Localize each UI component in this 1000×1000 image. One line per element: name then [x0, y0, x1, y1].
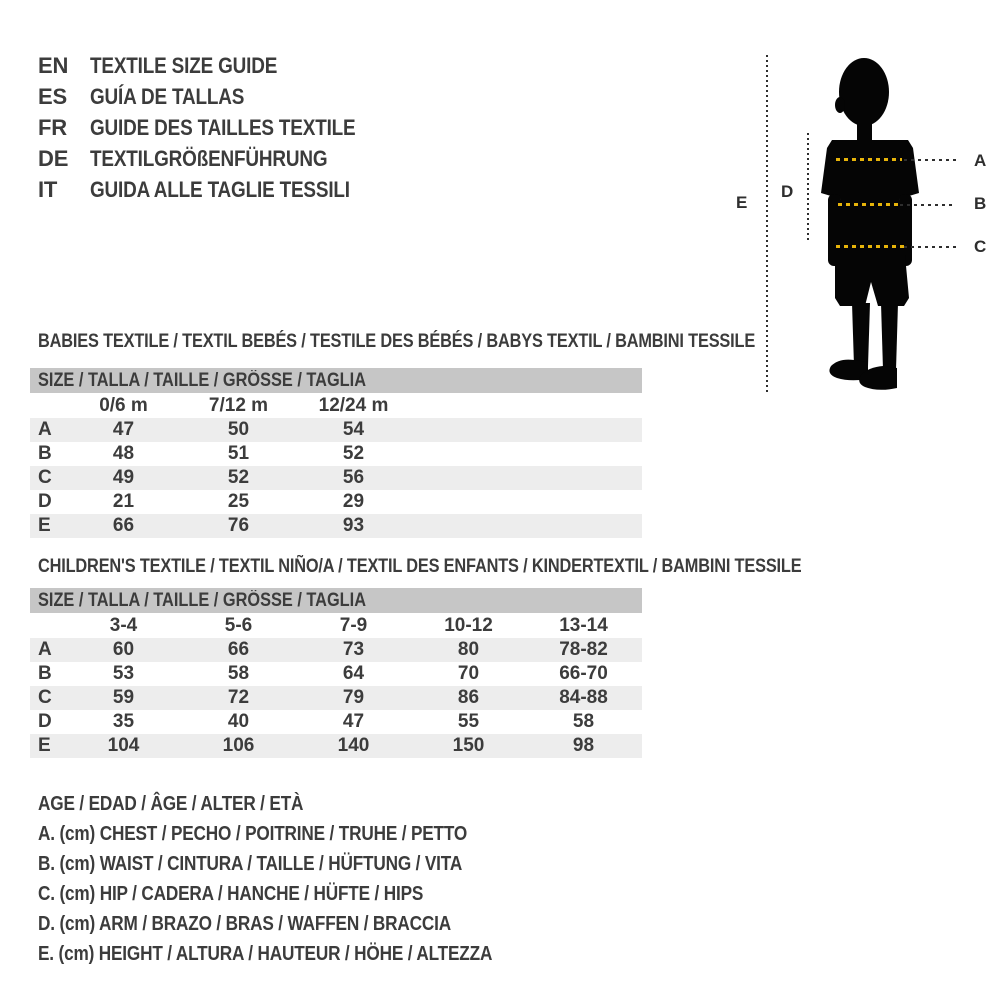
cell-value: 25 [227, 491, 250, 512]
babies-section-title: BABIES TEXTILE / TEXTIL BEBÉS / TESTILE DES BÉBÉS / BABYS TEXTIL / BAMBINI TESSILE [38, 331, 756, 352]
row-label: D [38, 711, 52, 732]
cell-value: 58 [572, 711, 595, 732]
babies-size-table [30, 368, 642, 538]
legend-height: E. (cm) HEIGHT / ALTURA / HAUTEUR / HÖHE / ALTEZZA [38, 942, 493, 965]
cell-value: 150 [452, 735, 485, 756]
cell-value: 86 [457, 687, 480, 708]
column-header: 7/12 m [208, 394, 269, 416]
cell-value: 80 [457, 639, 480, 660]
language-code: DE [38, 145, 69, 171]
cell-value: 79 [342, 687, 365, 708]
chest-measure-line [836, 158, 902, 161]
table-row-c [30, 686, 642, 710]
cell-value: 52 [342, 443, 365, 464]
cell-value: 66-70 [559, 663, 608, 684]
cell-value: 98 [572, 735, 595, 756]
row-label: B [38, 663, 52, 684]
cell-value: 70 [457, 663, 480, 684]
language-code: IT [38, 176, 58, 202]
cell-value: 66 [112, 515, 135, 536]
measure-label-waist: B [974, 194, 987, 213]
cell-value: 60 [112, 639, 135, 660]
language-title: TEXTILGRÖßENFÜHRUNG [90, 145, 328, 171]
cell-value: 50 [227, 419, 250, 440]
language-row-es [38, 81, 399, 112]
legend-arm: D. (cm) ARM / BRAZO / BRAS / WAFFEN / BRACCIA [38, 912, 452, 935]
cell-value: 54 [342, 419, 365, 440]
cell-value: 35 [112, 711, 135, 732]
column-header: 10-12 [444, 614, 493, 636]
cell-value: 58 [227, 663, 250, 684]
cell-value: 140 [337, 735, 370, 756]
language-row-de [38, 143, 399, 174]
measure-label-arm: D [781, 182, 794, 201]
language-title: GUÍA DE TALLAS [90, 83, 245, 109]
language-code: ES [38, 83, 67, 109]
cell-value: 48 [112, 443, 135, 464]
cell-value: 56 [342, 467, 365, 488]
cell-value: 29 [342, 491, 365, 512]
column-header: 0/6 m [99, 394, 148, 416]
table-row-a [30, 638, 642, 662]
table-row-d [30, 490, 642, 514]
cell-value: 93 [342, 515, 365, 536]
row-label: A [38, 639, 52, 660]
measurement-legend [38, 789, 566, 969]
language-row-it [38, 174, 399, 205]
table-row-a [30, 418, 642, 442]
babies-column-header-row [30, 393, 642, 418]
language-row-fr [38, 112, 399, 143]
cell-value: 40 [227, 711, 250, 732]
hip-measure-line [836, 245, 904, 248]
cell-value: 21 [112, 491, 135, 512]
cell-value: 78-82 [559, 639, 608, 660]
row-label: E [38, 735, 51, 756]
row-label: D [38, 491, 52, 512]
cell-value: 47 [112, 419, 135, 440]
measure-label-chest: A [974, 151, 987, 170]
cell-value: 59 [112, 687, 135, 708]
children-column-header-row [30, 613, 642, 638]
language-title: GUIDA ALLE TAGLIE TESSILI [90, 176, 350, 202]
cell-value: 49 [112, 467, 135, 488]
cell-value: 73 [342, 639, 365, 660]
cell-value: 84-88 [559, 687, 608, 708]
table-row-d [30, 710, 642, 734]
cell-value: 76 [227, 515, 250, 536]
cell-value: 51 [227, 443, 250, 464]
waist-extension-line [900, 204, 954, 206]
language-row-en [38, 50, 399, 81]
size-header-bar: SIZE / TALLA / TAILLE / GRÖSSE / TAGLIA [30, 368, 642, 393]
cell-value: 47 [342, 711, 365, 732]
language-code: EN [38, 52, 69, 78]
column-header: 3-4 [109, 614, 138, 636]
cell-value: 64 [342, 663, 365, 684]
table-row-e [30, 734, 642, 758]
table-row-e [30, 514, 642, 538]
measure-label-height: E [736, 193, 748, 212]
row-label: B [38, 443, 52, 464]
size-guide-titles [38, 50, 399, 205]
row-label: A [38, 419, 52, 440]
language-code: FR [38, 114, 67, 140]
cell-value: 53 [112, 663, 135, 684]
legend-age: AGE / EDAD / ÂGE / ALTER / ETÀ [38, 792, 304, 815]
legend-waist: B. (cm) WAIST / CINTURA / TAILLE / HÜFTUNG / VITA [38, 852, 463, 875]
cell-value: 55 [457, 711, 480, 732]
language-title: TEXTILE SIZE GUIDE [90, 52, 278, 78]
children-size-table [30, 588, 642, 758]
column-header: 5-6 [224, 614, 253, 636]
arm-measure-line [807, 133, 809, 243]
chest-extension-line [904, 159, 958, 161]
cell-value: 52 [227, 467, 250, 488]
table-row-b [30, 662, 642, 686]
language-title: GUIDE DES TAILLES TEXTILE [90, 114, 356, 140]
table-row-c [30, 466, 642, 490]
size-header-bar: SIZE / TALLA / TAILLE / GRÖSSE / TAGLIA [30, 588, 642, 613]
cell-value: 106 [222, 735, 255, 756]
row-label: C [38, 687, 52, 708]
table-row-b [30, 442, 642, 466]
children-section-title: CHILDREN'S TEXTILE / TEXTIL NIÑO/A / TEXTIL DES ENFANTS / KINDERTEXTIL / BAMBINI TESSILE [38, 556, 802, 577]
cell-value: 104 [107, 735, 140, 756]
measure-label-hip: C [974, 237, 987, 256]
cell-value: 72 [227, 687, 250, 708]
hip-extension-line [904, 246, 958, 248]
column-header: 12/24 m [318, 394, 389, 416]
column-header: 13-14 [559, 614, 608, 636]
waist-measure-line [838, 203, 898, 206]
row-label: E [38, 515, 51, 536]
legend-chest: A. (cm) CHEST / PECHO / POITRINE / TRUHE / PETTO [38, 822, 468, 845]
legend-hip: C. (cm) HIP / CADERA / HANCHE / HÜFTE / HIPS [38, 882, 424, 905]
cell-value: 66 [227, 639, 250, 660]
row-label: C [38, 467, 52, 488]
column-header: 7-9 [339, 614, 368, 636]
